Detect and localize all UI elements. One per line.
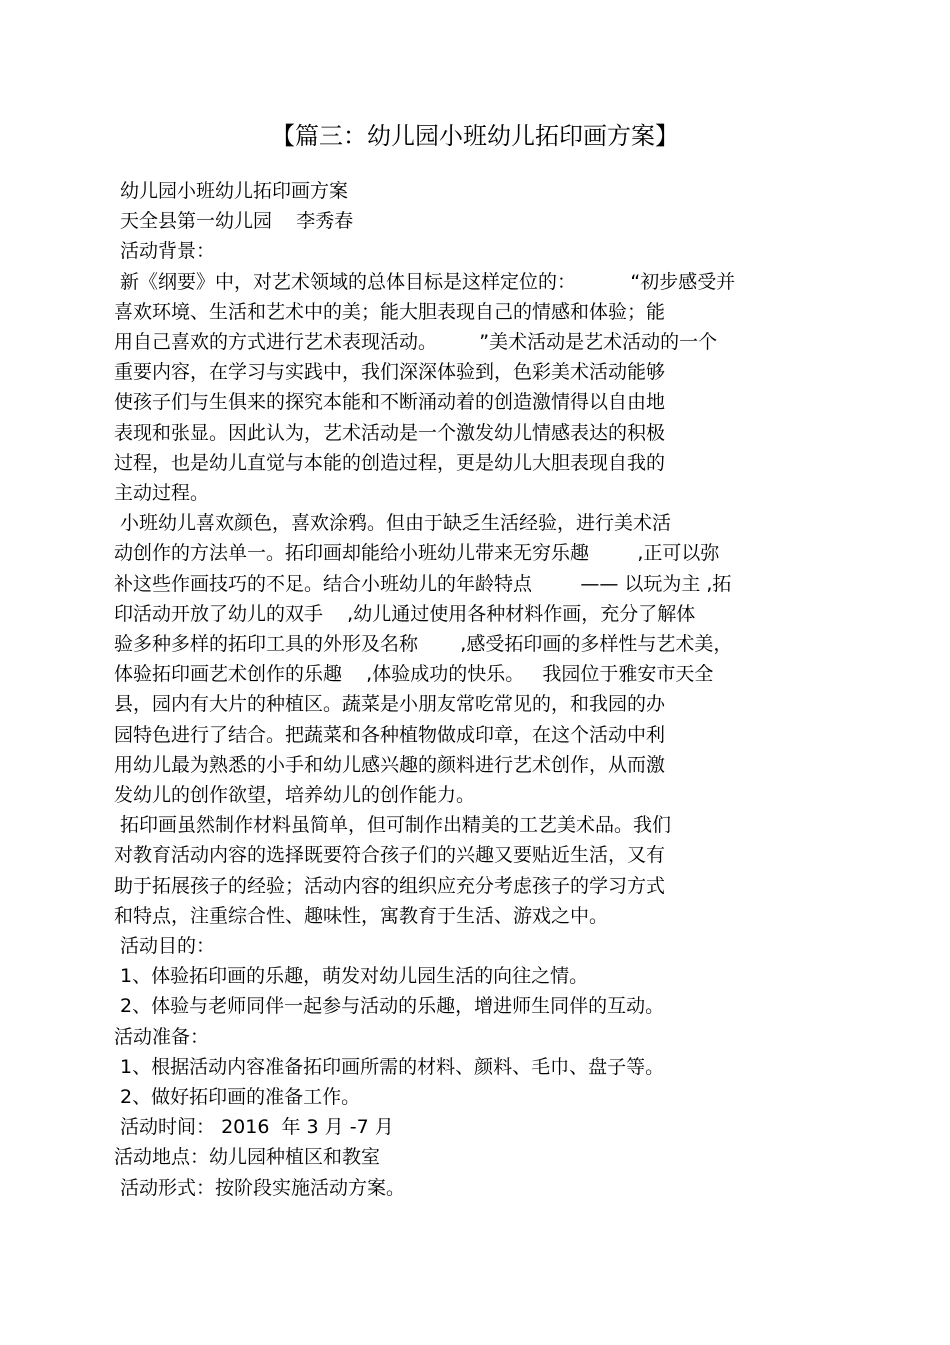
paragraph-line: 2、体验与老师同伴一起参与活动的乐趣，增进师生同伴的互动。 [114, 995, 665, 1018]
paragraph-line: 表现和张显。因此认为，艺术活动是一个激发幼儿情感表达的积极 [114, 421, 666, 444]
paragraph-line: 体验拓印画艺术创作的乐趣 ,体验成功的快乐。 我园位于雅安市天全 [114, 663, 714, 686]
document-title: 【篇三：幼儿园小班幼儿拓印画方案】 [271, 122, 679, 150]
paragraph-line: 印活动开放了幼儿的双手 ,幼儿通过使用各种材料作画，充分了解体 [114, 602, 696, 625]
paragraph-line: 活动时间： 2016 年 3 月 -7 月 [114, 1116, 394, 1139]
paragraph-line: 使孩子们与生俱来的探究本能和不断涌动着的创造激情得以自由地 [114, 391, 666, 414]
paragraph-line: 用幼儿最为熟悉的小手和幼儿感兴趣的颜料进行艺术创作，从而激 [114, 753, 666, 776]
paragraph-line: 和特点，注重综合性、趣味性，寓教育于生活、游戏之中。 [114, 904, 609, 927]
paragraph-line: 1、体验拓印画的乐趣，萌发对幼儿园生活的向往之情。 [114, 965, 589, 988]
paragraph-line: 验多种多样的拓印工具的外形及名称 ,感受拓印画的多样性与艺术美， [114, 633, 733, 655]
paragraph-line: 幼儿园小班幼儿拓印画方案 [114, 180, 349, 202]
paragraph-line: 新《纲要》中，对艺术领域的总体目标是这样定位的： “初步感受并 [114, 270, 736, 293]
paragraph-line: 活动背景： [114, 240, 216, 263]
paragraph-line: 喜欢环境、生活和艺术中的美；能大胆表现自己的情感和体验；能 [114, 300, 666, 323]
paragraph-line: 活动目的： [114, 935, 216, 957]
paragraph-line: 主动过程。 [114, 482, 210, 504]
paragraph-line: 园特色进行了结合。把蔬菜和各种植物做成印章，在这个活动中利 [114, 723, 666, 746]
paragraph-line: 对教育活动内容的选择既要符合孩子们的兴趣又要贴近生活，又有 [114, 844, 666, 867]
paragraph-line: 助于拓展孩子的经验；活动内容的组织应充分考虑孩子的学习方式 [114, 874, 666, 897]
paragraph-line: 过程，也是幼儿直觉与本能的创造过程，更是幼儿大胆表现自我的 [114, 451, 666, 474]
paragraph-line: 重要内容，在学习与实践中，我们深深体验到，色彩美术活动能够 [114, 361, 666, 384]
paragraph-line: 补这些作画技巧的不足。结合小班幼儿的年龄特点 —— 以玩为主 ,拓 [114, 572, 732, 595]
paragraph-line: 1、根据活动内容准备拓印画所需的材料、颜料、毛巾、盘子等。 [114, 1055, 665, 1078]
paragraph-line: 用自己喜欢的方式进行艺术表现活动。 ”美术活动是艺术活动的一个 [114, 331, 718, 353]
paragraph-line: 活动形式：按阶段实施活动方案。 [114, 1176, 406, 1199]
paragraph-line: 天全县第一幼儿园 李秀春 [114, 210, 354, 233]
paragraph-line: 发幼儿的创作欲望，培养幼儿的创作能力。 [114, 784, 476, 806]
paragraph-line: 小班幼儿喜欢颜色，喜欢涂鸦。但由于缺乏生活经验，进行美术活 [114, 512, 672, 535]
paragraph-line: 县，园内有大片的种植区。蔬菜是小朋友常吃常见的，和我园的办 [114, 693, 666, 716]
paragraph-line: 活动准备： [114, 1025, 210, 1048]
paragraph-line: 2、做好拓印画的准备工作。 [114, 1086, 361, 1108]
paragraph-line: 活动地点：幼儿园种植区和教室 [114, 1146, 381, 1169]
paragraph-line: 动创作的方法单一。拓印画却能给小班幼儿带来无穷乐趣 ,正可以弥 [114, 542, 720, 565]
paragraph-line: 拓印画虽然制作材料虽简单，但可制作出精美的工艺美术品。我们 [114, 814, 672, 837]
